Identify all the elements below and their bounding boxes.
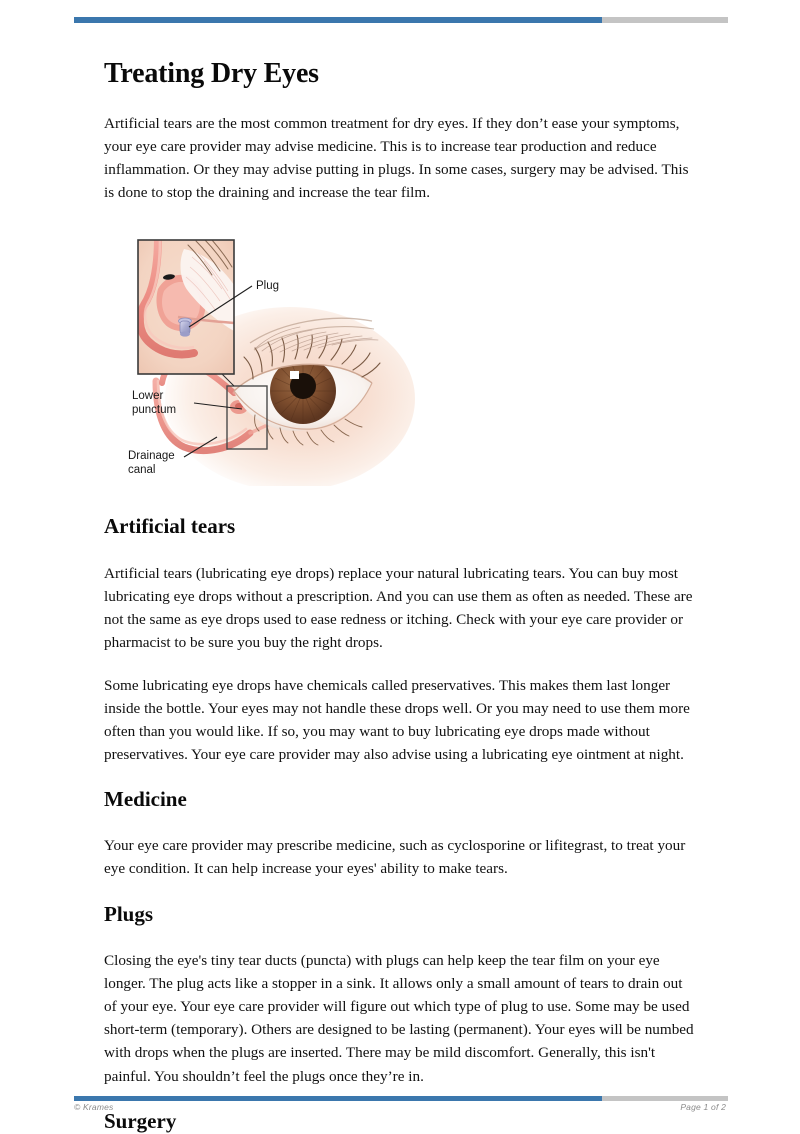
gap-after-heading-0 [104, 539, 696, 562]
label-drainage-line2: canal [128, 463, 156, 476]
intro-paragraph: Artificial tears are the most common treatment for dry eyes. If they don’t ease your symptoms, your eye care provider may advise medicine. This is to increase tear production and reduce inflammation. Or they may advise putting in plugs. In some cases, surgery may be advised. This is done to stop the draining and increase the tear film. [104, 115, 689, 202]
label-plug: Plug [256, 279, 280, 292]
page-title: Treating Dry Eyes [104, 58, 319, 89]
section-heading-medicine: Medicine [104, 786, 187, 811]
paragraph-artificial-tears-2: Some lubricating eye drops have chemicals called preservatives. This makes them last longer inside the bottle. Your eyes may not handle these drops well. Or you may need to use them more often than you would like. If so, you may want to buy lubricating eye drops made without preservatives. Your eye care provider may also advise using a lubricating eye ointment at night. [104, 677, 690, 764]
inset-panel [138, 237, 234, 374]
figure-top-spacer [104, 205, 696, 231]
footer-page-indicator: Page 1 of 2 [680, 1102, 726, 1112]
section-heading-surgery: Surgery [104, 1108, 177, 1133]
label-drainage-line1: Drainage [128, 449, 175, 462]
footer-copyright: © Krames [74, 1102, 114, 1112]
footer-divider-rule [74, 1096, 728, 1101]
paragraph-artificial-tears-1: Artificial tears (lubricating eye drops) replace your natural lubricating tears. You can buy most lubricating eye drops without a prescription. And you can use them as often as needed. These are not the same as eye drops used to ease redness or itching. Check with your eye care provider or pharmacist to be sure you buy the right drops. [104, 564, 693, 652]
paragraph-plugs-1: Closing the eye's tiny tear ducts (puncta) with plugs can help keep the tear film on your eye longer. The plug acts like a stopper in a sink. It allows only a small amount of tears to drain out of your eye. Your eye care provider will figure out which type of plug to use. Some may be used short-term (temporary). Others are designed to be lasting (permanent). Your eyes will be numbed with drops when the plugs are inserted. There may be mild discomfort. Generally, this isn't painful. You shouldn’t feel the plugs once they’re in. [104, 952, 694, 1085]
gap-after-heading-2 [104, 927, 696, 949]
document-body [104, 0, 696, 1134]
gap-before-artificial-tears [104, 486, 696, 514]
footer-rule-gray-segment [602, 1096, 728, 1101]
punctal-plug [179, 318, 192, 337]
gap-after-heading-1 [104, 812, 696, 834]
section-heading-plugs: Plugs [104, 901, 154, 926]
gap-before-plugs [104, 880, 696, 902]
footer-rule-blue-segment [74, 1096, 602, 1101]
footer [0, 1102, 800, 1112]
section-heading-artificial-tears: Artificial tears [104, 513, 236, 538]
label-lower-punctum-line2: punctum [132, 403, 177, 416]
eye-highlight [290, 371, 299, 379]
eye-anatomy-figure [122, 231, 422, 486]
eye-anatomy-illustration [122, 231, 422, 486]
label-lower-punctum-line1: Lower [132, 389, 164, 402]
gap-before-medicine [104, 767, 696, 787]
paragraph-medicine-1: Your eye care provider may prescribe medicine, such as cyclosporine or lifitegrast, to treat your eye condition. It can help increase your eyes' ability to make tears. [104, 836, 686, 877]
paragraph-gap-0 [104, 654, 696, 674]
